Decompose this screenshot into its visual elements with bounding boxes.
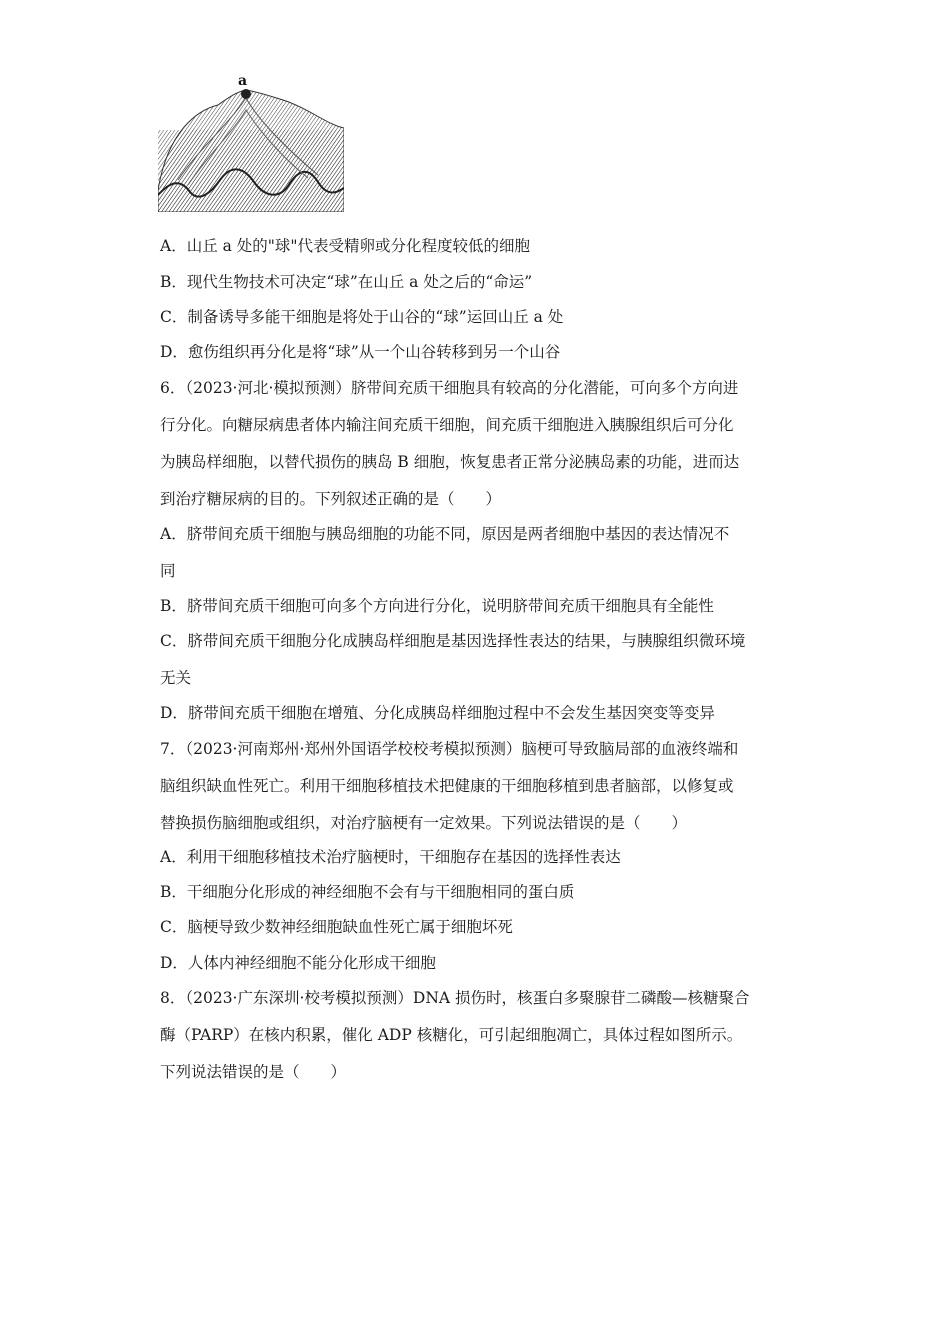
option-6a-line1: A．脐带间充质干细胞与胰岛细胞的功能不同，原因是两者细胞中基因的表达情况不 [160, 525, 730, 543]
option-6b: B．脐带间充质干细胞可向多个方向进行分化，说明脐带间充质干细胞具有全能性 [160, 597, 714, 615]
option-6a-line2: 同 [160, 562, 176, 580]
question-7-line1: 7．（2023·河南郑州·郑州外国语学校校考模拟预测）脑梗可导致脑局部的血液终端和 [160, 740, 739, 758]
question-6-line1: 6．（2023·河北·模拟预测）脐带间充质干细胞具有较高的分化潜能，可向多个方向进 [160, 379, 739, 397]
question-6-line2: 行分化。向糖尿病患者体内输注间充质干细胞，间充质干细胞进入胰腺组织后可分化 [160, 416, 734, 434]
option-7a: A．利用干细胞移植技术治疗脑梗时，干细胞存在基因的选择性表达 [160, 848, 621, 866]
landscape-hill [158, 90, 344, 212]
option-7d: D．人体内神经细胞不能分化形成干细胞 [160, 954, 436, 972]
question-6-line3: 为胰岛样细胞，以替代损伤的胰岛 B 细胞，恢复患者正常分泌胰岛素的功能，进而达 [160, 453, 740, 471]
landscape-figure [158, 70, 344, 212]
option-5d: D．愈伤组织再分化是将“球”从一个山谷转移到另一个山谷 [160, 343, 561, 361]
option-6d: D．脐带间充质干细胞在增殖、分化成胰岛样细胞过程中不会发生基因突变等变异 [160, 704, 715, 722]
option-6c-line2: 无关 [160, 669, 192, 687]
question-6-line4: 到治疗糖尿病的目的。下列叙述正确的是（ ） [160, 490, 502, 508]
option-5a: A．山丘 a 处的"球"代表受精卵或分化程度较低的细胞 [160, 237, 531, 255]
question-7-line3: 替换损伤脑细胞或组织，对治疗脑梗有一定效果。下列说法错误的是（ ） [160, 814, 688, 832]
option-7b: B．干细胞分化形成的神经细胞不会有与干细胞相同的蛋白质 [160, 883, 575, 901]
ball-a [241, 89, 251, 99]
question-7-line2: 脑组织缺血性死亡。利用干细胞移植技术把健康的干细胞移植到患者脑部，以修复或 [160, 777, 734, 795]
option-7c: C．脑梗导致少数神经细胞缺血性死亡属于细胞坏死 [160, 918, 513, 936]
option-5c: C．制备诱导多能干细胞是将处于山谷的“球”运回山丘 a 处 [160, 308, 564, 326]
option-6c-line1: C．脐带间充质干细胞分化成胰岛样细胞是基因选择性表达的结果，与胰腺组织微环境 [160, 632, 746, 650]
question-8-line1: 8．（2023·广东深圳·校考模拟预测）DNA 损伤时，核蛋白多聚腺苷二磷酸—核糖聚合 [160, 989, 750, 1007]
option-5b: B．现代生物技术可决定“球”在山丘 a 处之后的“命运” [160, 273, 533, 291]
question-8-line3: 下列说法错误的是（ ） [160, 1063, 347, 1081]
question-8-line2: 酶（PARP）在核内积累，催化 ADP 核糖化，可引起细胞凋亡，具体过程如图所示。 [160, 1026, 743, 1044]
figure-label-a: a [238, 73, 248, 89]
